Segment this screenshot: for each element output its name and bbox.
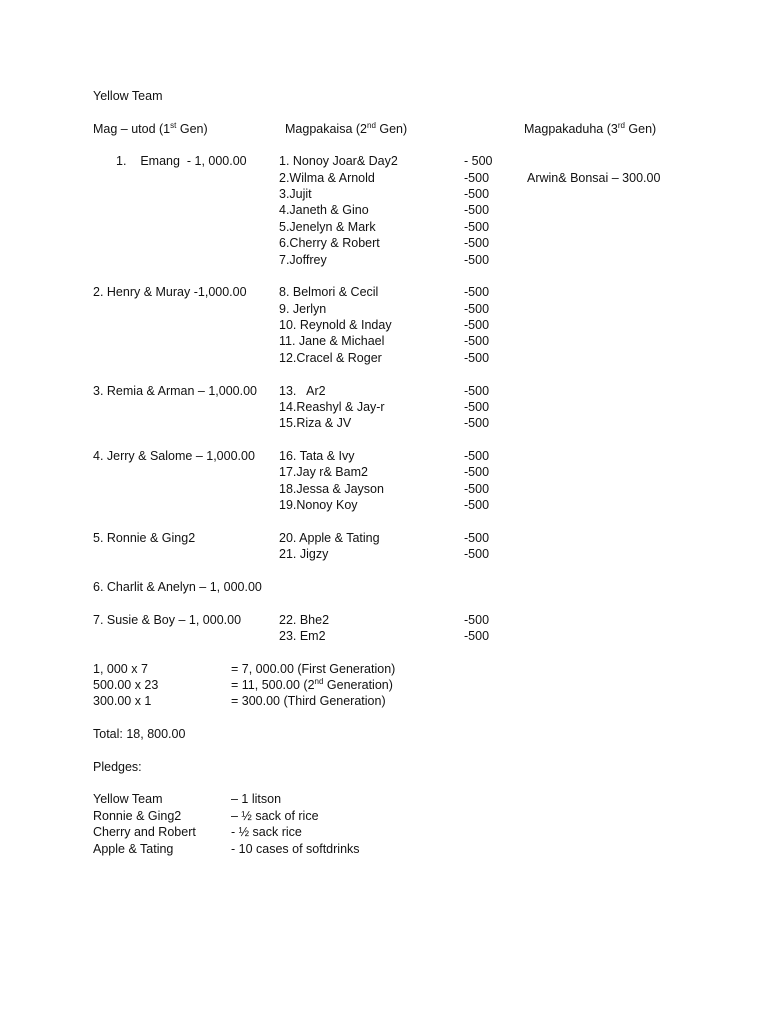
summary-calc: 500.00 x 23 [93, 678, 159, 692]
second-gen-name: 22. Bhe2 [279, 613, 330, 627]
pledge-who: Yellow Team [93, 792, 163, 806]
second-gen-name: 17.Jay r& Bam2 [279, 465, 368, 479]
first-gen-item: 2. Henry & Muray -1,000.00 [93, 285, 247, 299]
pledge-who: Cherry and Robert [93, 825, 196, 839]
second-gen-name: 19.Nonoy Koy [279, 498, 358, 512]
second-gen-amount: -500 [464, 547, 490, 561]
second-gen-name: 16. Tata & Ivy [279, 449, 355, 463]
header-first-gen: Mag – utod (1st Gen) [93, 121, 208, 136]
second-gen-amount: -500 [464, 351, 490, 365]
header-second-gen: Magpakaisa (2nd Gen) [285, 121, 408, 136]
second-gen-amount: -500 [464, 613, 490, 627]
header-third-gen: Magpakaduha (3rd Gen) [524, 121, 657, 136]
second-gen-amount: -500 [464, 236, 490, 250]
second-gen-amount: -500 [464, 253, 490, 267]
pledge-what: – ½ sack of rice [231, 809, 319, 823]
second-gen-amount: -500 [464, 629, 490, 643]
pledge-what: - 10 cases of softdrinks [231, 842, 360, 856]
first-gen-item: 6. Charlit & Anelyn – 1, 000.00 [93, 580, 262, 594]
second-gen-name: 3.Jujit [279, 187, 312, 201]
second-gen-amount: - 500 [464, 154, 493, 168]
second-gen-name: 9. Jerlyn [279, 302, 327, 316]
second-gen-name: 12.Cracel & Roger [279, 351, 382, 365]
second-gen-name: 15.Riza & JV [279, 416, 352, 430]
grand-total: Total: 18, 800.00 [93, 727, 186, 741]
pledge-who: Ronnie & Ging2 [93, 809, 182, 823]
second-gen-amount: -500 [464, 302, 490, 316]
second-gen-name: 14.Reashyl & Jay-r [279, 400, 385, 414]
second-gen-name: 5.Jenelyn & Mark [279, 220, 376, 234]
second-gen-amount: -500 [464, 384, 490, 398]
second-gen-name: 8. Belmori & Cecil [279, 285, 379, 299]
second-gen-amount: -500 [464, 482, 490, 496]
summary-calc: 300.00 x 1 [93, 694, 152, 708]
summary-result: = 300.00 (Third Generation) [231, 694, 386, 708]
third-gen-item: Arwin& Bonsai – 300.00 [527, 171, 661, 185]
first-gen-item: 3. Remia & Arman – 1,000.00 [93, 384, 257, 398]
second-gen-name: 20. Apple & Tating [279, 531, 380, 545]
second-gen-name: 23. Em2 [279, 629, 326, 643]
second-gen-amount: -500 [464, 171, 490, 185]
second-gen-name: 1. Nonoy Joar& Day2 [279, 154, 398, 168]
second-gen-name: 18.Jessa & Jayson [279, 482, 384, 496]
second-gen-amount: -500 [464, 318, 490, 332]
pledge-who: Apple & Tating [93, 842, 174, 856]
second-gen-amount: -500 [464, 220, 490, 234]
summary-calc: 1, 000 x 7 [93, 662, 148, 676]
second-gen-amount: -500 [464, 334, 490, 348]
pledge-what: - ½ sack rice [231, 825, 302, 839]
pledge-what: – 1 litson [231, 792, 282, 806]
second-gen-amount: -500 [464, 400, 490, 414]
summary-result: = 7, 000.00 (First Generation) [231, 662, 396, 676]
second-gen-name: 2.Wilma & Arnold [279, 171, 375, 185]
second-gen-amount: -500 [464, 203, 490, 217]
team-title: Yellow Team [93, 89, 163, 103]
second-gen-name: 21. Jigzy [279, 547, 329, 561]
second-gen-name: 13. Ar2 [279, 384, 326, 398]
second-gen-name: 7.Joffrey [279, 253, 327, 267]
summary-result: = 11, 500.00 (2nd Generation) [231, 677, 393, 692]
first-gen-item: 4. Jerry & Salome – 1,000.00 [93, 449, 255, 463]
second-gen-amount: -500 [464, 531, 490, 545]
second-gen-amount: -500 [464, 498, 490, 512]
pledges-title: Pledges: [93, 760, 142, 774]
second-gen-name: 11. Jane & Michael [279, 334, 385, 348]
second-gen-amount: -500 [464, 449, 490, 463]
second-gen-amount: -500 [464, 465, 490, 479]
second-gen-name: 4.Janeth & Gino [279, 203, 369, 217]
second-gen-amount: -500 [464, 285, 490, 299]
second-gen-name: 10. Reynold & Inday [279, 318, 392, 332]
first-gen-item: 1. Emang - 1, 000.00 [116, 154, 247, 168]
first-gen-item: 5. Ronnie & Ging2 [93, 531, 196, 545]
second-gen-name: 6.Cherry & Robert [279, 236, 380, 250]
second-gen-amount: -500 [464, 187, 490, 201]
first-gen-item: 7. Susie & Boy – 1, 000.00 [93, 613, 242, 627]
second-gen-amount: -500 [464, 416, 490, 430]
